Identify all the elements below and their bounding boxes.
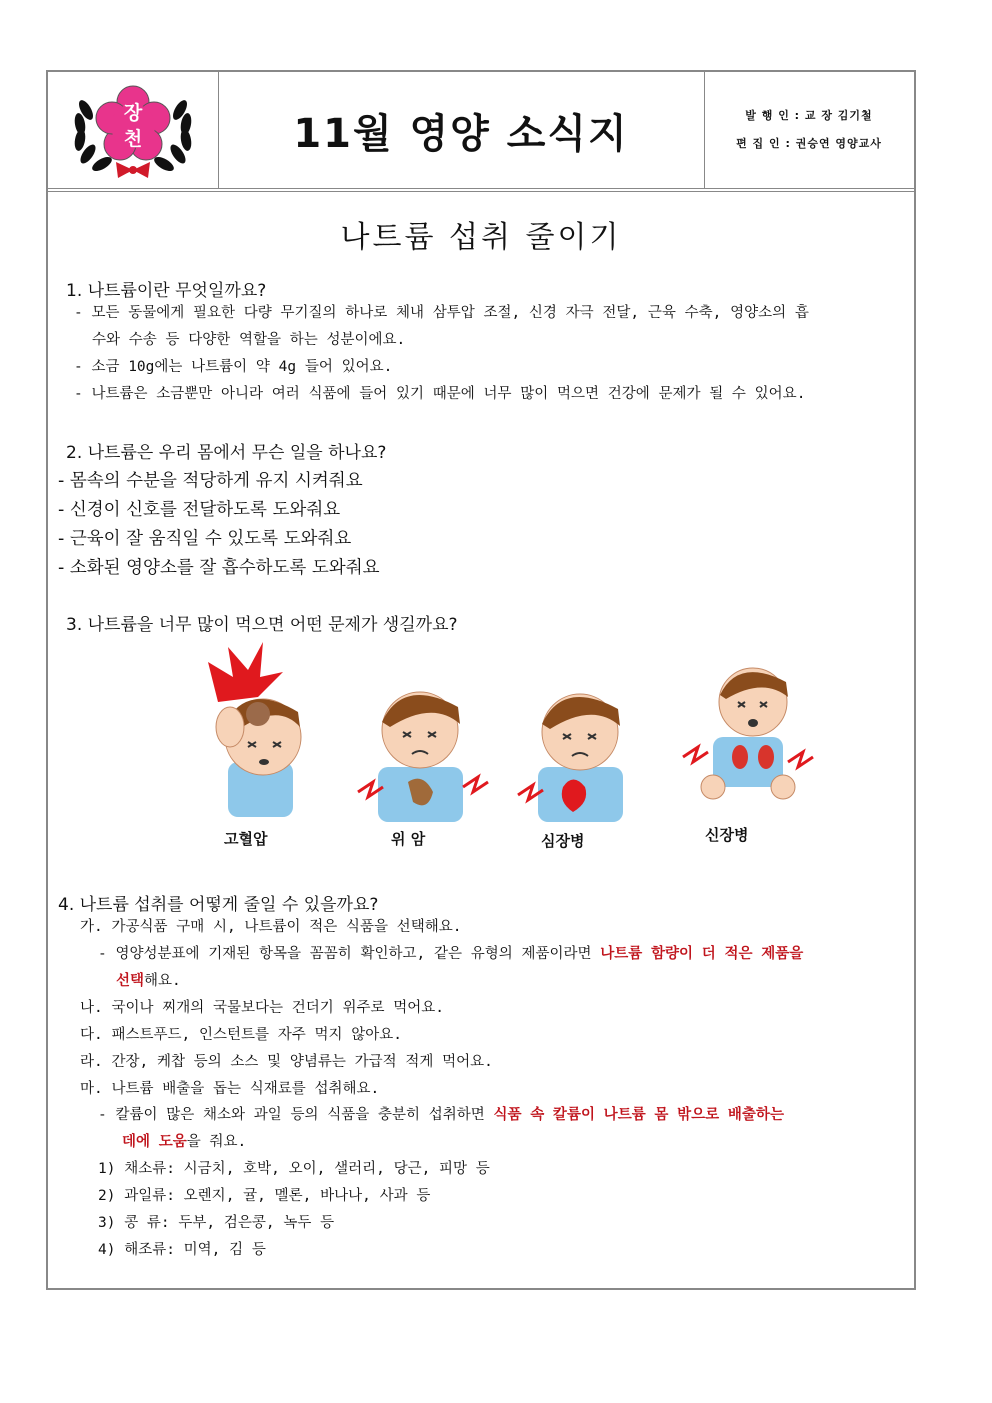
caption-heart-disease: 심장병 — [541, 832, 585, 850]
section1-heading: 1. 나트륨이란 무엇일까요? — [66, 281, 267, 301]
ma-sub-highlight-2: 데에 도움 — [122, 1134, 187, 1150]
caption-stomach-cancer: 위 암 — [391, 830, 426, 848]
section4-ra: 라. 간장, 케찹 등의 소스 및 양념류는 가급적 적게 먹어요. — [80, 1054, 493, 1070]
header — [48, 72, 914, 189]
hypertension-boy-illustration — [188, 642, 338, 822]
caption-hypertension: 고혈압 — [224, 830, 268, 848]
heart-disease-boy-illustration — [508, 677, 658, 822]
ma-sub-text: - 칼륨이 많은 채소와 과일 등의 식품을 충분히 섭취하면 — [98, 1107, 494, 1123]
food-item-4: 4) 해조류: 미역, 김 등 — [98, 1242, 266, 1258]
section4-ma-sub-cont — [122, 1129, 246, 1156]
publisher-info — [704, 72, 914, 188]
food-item-2: 2) 과일류: 오렌지, 귤, 멜론, 바나나, 사과 등 — [98, 1188, 431, 1204]
stomach-cancer-boy-illustration — [348, 672, 498, 822]
section3-heading: 3. 나트륨을 너무 많이 먹으면 어떤 문제가 생길까요? — [66, 615, 458, 635]
section2-item-2: - 신경이 신호를 전달하도록 도와줘요 — [58, 500, 341, 520]
ga-sub-highlight-1: 나트륨 함량이 더 적은 제품을 — [600, 946, 804, 962]
kidney-disease-boy-illustration — [678, 657, 818, 807]
main-title: 나트륨 섭취 줄이기 — [340, 220, 622, 255]
caption-kidney-disease: 신장병 — [705, 826, 749, 844]
food-item-3: 3) 콩 류: 두부, 검은콩, 녹두 등 — [98, 1215, 335, 1231]
section1-line-2: 수와 수송 등 다양한 역할을 하는 성분이에요. — [92, 332, 406, 348]
logo-text-bottom: 천 — [123, 128, 143, 150]
newsletter-frame — [46, 70, 916, 1290]
ga-sub-text: - 영양성분표에 기재된 항목을 꼼꼼히 확인하고, 같은 유형의 제품이라면 — [98, 946, 601, 962]
section2-item-1: - 몸속의 수분을 적당하게 유지 시켜줘요 — [58, 471, 363, 491]
food-item-1: 1) 채소류: 시금치, 호박, 오이, 샐러리, 당근, 피망 등 — [98, 1161, 490, 1177]
section1-line-4: - 나트륨은 소금뿐만 아니라 여러 식품에 들어 있기 때문에 너무 많이 먹으면 건강에 문제가 될 수 있어요. — [74, 386, 806, 402]
section4-ga: 가. 가공식품 구매 시, 나트륨이 적은 식품을 선택해요. — [80, 919, 462, 935]
section2-item-3: - 근육이 잘 움직일 수 있도록 도와줘요 — [58, 529, 352, 549]
newsletter-title-cell — [218, 72, 705, 188]
ga-sub-end: 해요. — [144, 973, 181, 989]
section2-heading: 2. 나트륨은 우리 몸에서 무슨 일을 하나요? — [66, 443, 387, 463]
section4-da: 다. 패스트푸드, 인스턴트를 자주 먹지 않아요. — [80, 1027, 402, 1043]
school-logo — [48, 72, 219, 188]
editor-line: 편 집 인 : 권승연 영양교사 — [736, 137, 882, 150]
newsletter-title: 11월 영양 소식지 — [293, 110, 629, 157]
ga-sub-highlight-2: 선택 — [116, 973, 145, 989]
section4-ga-sub-cont — [116, 968, 181, 995]
section2-item-4: - 소화된 영양소를 잘 흡수하도록 도와줘요 — [58, 558, 380, 578]
ma-sub-end: 을 줘요. — [186, 1134, 247, 1150]
section4-ga-sub — [98, 941, 803, 968]
section4-ma-sub — [98, 1102, 784, 1129]
section4-na: 나. 국이나 찌개의 국물보다는 건더기 위주로 먹어요. — [80, 1000, 444, 1016]
logo-text-top: 장 — [123, 102, 143, 124]
section4-heading: 4. 나트륨 섭취를 어떻게 줄일 수 있을까요? — [58, 895, 379, 915]
publisher-line: 발 행 인 : 교 장 김기철 — [745, 109, 873, 122]
section1-line-3: - 소금 10g에는 나트륨이 약 4g 들어 있어요. — [74, 359, 393, 375]
section1-line-1: - 모든 동물에게 필요한 다량 무기질의 하나로 체내 삼투압 조절, 신경 자극 전달, 근육 수축, 영양소의 흡 — [74, 305, 809, 321]
ma-sub-highlight-1: 식품 속 칼륨이 나트륨 몸 밖으로 배출하는 — [493, 1107, 784, 1123]
header-divider — [48, 191, 914, 192]
section4-ma: 마. 나트륨 배출을 돕는 식재료를 섭취해요. — [80, 1081, 380, 1097]
